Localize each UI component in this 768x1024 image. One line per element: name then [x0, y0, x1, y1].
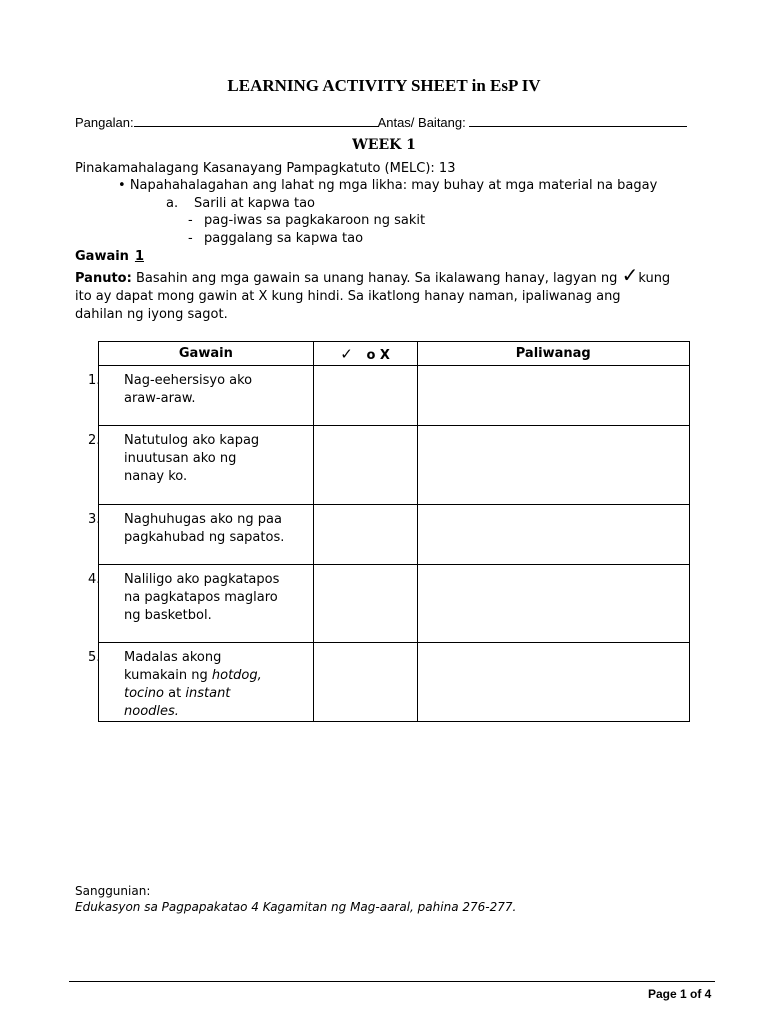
explanation-cell[interactable]	[417, 565, 690, 643]
answer-cell[interactable]	[313, 505, 417, 565]
item-text: kumakain ng	[124, 668, 208, 683]
table-row	[99, 426, 690, 505]
item-text: araw-araw.	[124, 391, 196, 406]
instructions-line-1	[75, 263, 671, 288]
page-title: LEARNING ACTIVITY SHEET in EsP IV	[227, 76, 541, 95]
week-heading: WEEK 1	[352, 137, 416, 153]
item-text-italic: instant	[185, 686, 231, 701]
item-text-italic: tocino	[124, 686, 165, 701]
item-text-italic: noodles.	[124, 704, 179, 719]
reference-label: Sanggunian:	[75, 884, 151, 898]
item-number: 2.	[88, 433, 101, 448]
activity-cell	[88, 565, 314, 643]
header-gawain: Gawain	[99, 342, 314, 366]
table-row	[99, 565, 690, 643]
item-number: 1.	[88, 373, 101, 388]
dash-item	[188, 213, 425, 228]
item-number: 5.	[88, 650, 101, 665]
header-paliwanag: Paliwanag	[417, 342, 690, 366]
student-info-row	[75, 114, 687, 130]
activity-cell	[88, 426, 314, 505]
activity-cell	[88, 366, 314, 426]
activity-number: 1	[134, 249, 144, 264]
instructions-line-2: ito ay dapat mong gawin at X kung hindi. Sa ikatlong hanay naman, ipaliwanag ang	[75, 289, 621, 304]
name-blank[interactable]	[134, 114, 378, 127]
instructions-line-3: dahilan ng iyong sagot.	[75, 307, 228, 322]
grade-blank[interactable]	[469, 114, 687, 127]
grade-label: Antas/ Baitang:	[377, 115, 466, 130]
dash-marker: -	[188, 231, 193, 246]
table-header-row	[99, 342, 690, 366]
item-text: na pagkatapos maglaro	[124, 590, 278, 605]
sub-item-marker: a.	[166, 196, 179, 211]
header-check-rest: o X	[366, 347, 390, 363]
explanation-cell[interactable]	[417, 426, 690, 505]
page-number: Page 1 of 4	[648, 987, 712, 1001]
table-row	[99, 505, 690, 565]
sub-item-text: Sarili at kapwa tao	[194, 196, 315, 211]
item-text: Naghuhugas ako ng paa	[124, 512, 282, 527]
item-text: inuutusan ako ng	[124, 451, 237, 466]
bullet-dot: •	[118, 178, 130, 193]
item-text-italic: hotdog,	[211, 668, 262, 683]
item-text: nanay ko.	[124, 469, 188, 484]
answer-cell[interactable]	[313, 643, 417, 722]
name-label: Pangalan:	[75, 115, 134, 130]
activity-label-text: Gawain	[75, 249, 129, 264]
table-row	[99, 643, 690, 722]
explanation-cell[interactable]	[417, 366, 690, 426]
instructions	[75, 263, 671, 324]
item-text: Naliligo ako pagkatapos	[124, 572, 280, 587]
instructions-text-1b: kung	[638, 271, 671, 286]
item-text: Madalas akong	[124, 650, 222, 665]
header-check-or-x	[313, 342, 417, 366]
answer-cell[interactable]	[313, 565, 417, 643]
item-text: at	[168, 686, 182, 701]
footer-divider	[69, 981, 715, 982]
instructions-text-1a: Basahin ang mga gawain sa unang hanay. Sa ikalawang hanay, lagyan ng	[135, 271, 618, 286]
explanation-cell[interactable]	[417, 643, 690, 722]
activity-table	[88, 341, 690, 722]
instructions-label: Panuto:	[75, 271, 132, 286]
melc-heading: Pinakamahalagang Kasanayang Pampagkatuto (MELC): 13	[75, 161, 456, 176]
item-text: Nag-eehersisyo ako	[124, 373, 253, 388]
activity-label	[75, 249, 144, 264]
check-mark-icon: ✓	[340, 344, 353, 363]
activity-cell	[88, 505, 314, 565]
item-number: 3.	[88, 512, 101, 527]
dash-item	[188, 231, 363, 246]
answer-cell[interactable]	[313, 366, 417, 426]
competency-bullet	[118, 178, 657, 193]
activity-cell	[88, 643, 314, 722]
reference-text: Edukasyon sa Pagpapakatao 4 Kagamitan ng Mag-aaral, pahina 276-277.	[75, 900, 517, 914]
item-text: pagkahubad ng sapatos.	[124, 530, 285, 545]
dash-marker: -	[188, 213, 193, 228]
item-text: Natutulog ako kapag	[124, 433, 260, 448]
check-mark-icon: ✓	[621, 263, 639, 287]
dash-item-text: pag-iwas sa pagkakaroon ng sakit	[204, 213, 426, 228]
competency-text: Napahahalagahan ang lahat ng mga likha: may buhay at mga material na bagay	[129, 178, 658, 193]
answer-cell[interactable]	[313, 426, 417, 505]
item-text: ng basketbol.	[124, 608, 212, 623]
sub-item-a	[166, 196, 315, 211]
item-number: 4.	[88, 572, 101, 587]
dash-item-text: paggalang sa kapwa tao	[204, 231, 364, 246]
table-row	[99, 366, 690, 426]
explanation-cell[interactable]	[417, 505, 690, 565]
